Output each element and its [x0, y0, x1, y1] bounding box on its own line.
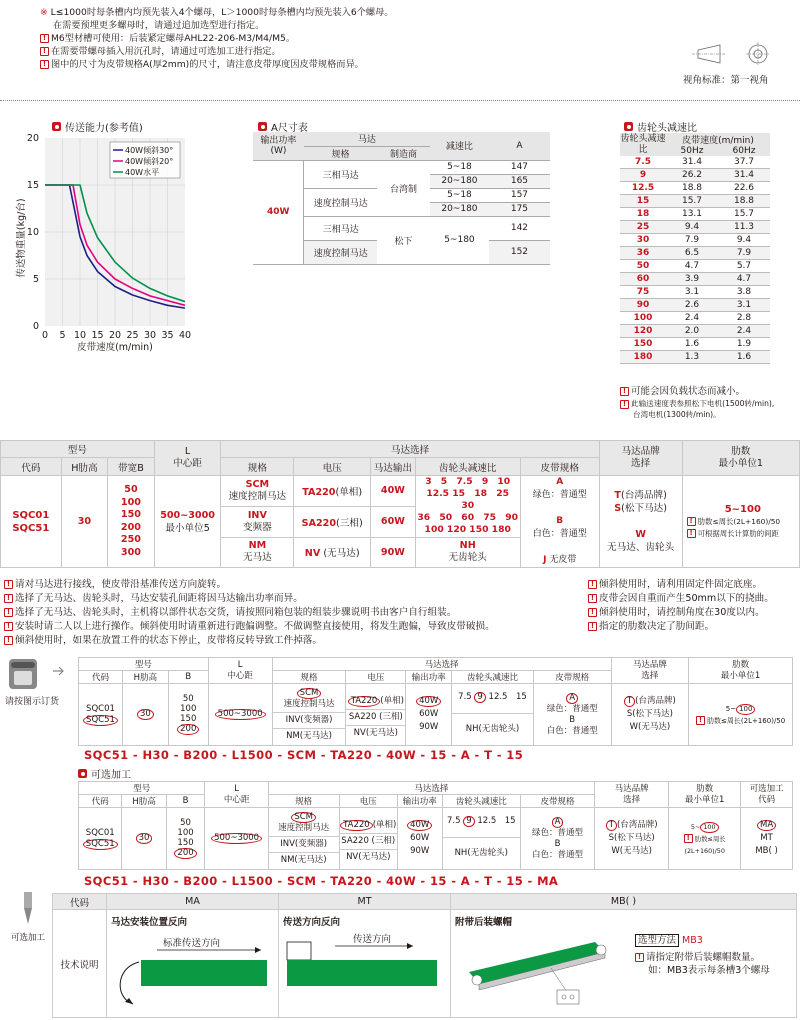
main-h-H: H肋高: [61, 458, 108, 476]
top-note-2: 在需要预埋更多螺母时，请通过追加选型进行指定。: [53, 20, 265, 31]
ma-diagram: [111, 928, 271, 1008]
s1-h-motor: 马达选择: [272, 658, 611, 671]
warning-icon: !: [588, 580, 597, 589]
x-tick-label: 25: [126, 330, 139, 341]
a-h-spec: 规格: [304, 146, 377, 160]
first-angle-projection-icon: [690, 40, 790, 70]
s1-spec: SCM 速度控制马达 INV(变频器) NM(无马达): [272, 684, 346, 746]
a-val-4: 175: [489, 202, 550, 216]
s2-h-B: B: [166, 795, 205, 808]
gear-ratio: 50: [620, 260, 666, 273]
section-icon: [258, 122, 267, 131]
main-h-brand: 马达品牌 选择: [599, 441, 682, 476]
gear-ratio: 12.5: [620, 182, 666, 195]
a-ratio-5: 5~180: [430, 216, 489, 264]
speed-50hz: 9.4: [666, 221, 718, 234]
s2-out: 40W 60W 90W: [397, 808, 442, 870]
main-gear-list: 3 5 7.5 9 10 12.5 15 18 25 30 36 50 60 75 90 100 120 150 180: [415, 476, 520, 538]
gear-note-1: ! 可能会因负载状态而减小。: [620, 383, 745, 397]
main-h-rib: 肋数 最小单位1: [682, 441, 799, 476]
chart-xlabel: 皮带速度(m/min): [77, 342, 153, 353]
speed-60hz: 31.4: [718, 169, 770, 182]
warnings-left-item: ! 选择了无马达、齿轮头时，马达安装孔间距将因马达输出功率而异。: [4, 592, 584, 606]
warnings-left-item: ! 选择了无马达、齿轮头时，主机将以部件状态交货，请按照同箱包装的组装步骤说明书由客户自行组装。: [4, 606, 584, 620]
s1-code: SQC01 SQC51: [79, 684, 123, 746]
legend-label: 40W倾斜20°: [125, 157, 174, 166]
warnings-right-item: ! 倾斜使用时，请控制角度在30度以内。: [588, 606, 800, 620]
gear-ratio: 18: [620, 208, 666, 221]
speed-60hz: 11.3: [718, 221, 770, 234]
x-tick-label: 0: [41, 330, 49, 341]
gear-ratio: 9: [620, 169, 666, 182]
s2-gear: 7.5 9 12.5 15 NH(无齿轮头): [442, 808, 520, 870]
x-tick-label: 10: [73, 330, 87, 341]
speed-60hz: 4.7: [718, 273, 770, 286]
gear-ratio: 75: [620, 286, 666, 299]
opt-h-mt: MT: [279, 894, 451, 910]
warnings-left-item: ! 安装时请二人以上进行操作。倾斜使用时请重新进行跑偏调整。不做调整直接使用，将发生跑偏，导致皮带破损。: [4, 620, 584, 634]
speed-50hz: 15.7: [666, 195, 718, 208]
gear-note-2: ! 此输送速度表参照松下电机(1500转/min), 台湾电机(1300转/min)。: [620, 398, 774, 420]
speed-60hz: 37.7: [718, 156, 770, 169]
speed-50hz: 2.4: [666, 312, 718, 325]
a-spec-1: 三相马达: [304, 160, 377, 188]
s1-rib: 5~ 100 ! 肋数≤周长(2L+160)/50: [689, 684, 793, 746]
a-spec-2: 速度控制马达: [304, 188, 377, 216]
speed-50hz: 13.1: [666, 208, 718, 221]
s1-h-code: 代码: [79, 671, 123, 684]
a-maker-tw: 台湾制: [377, 160, 430, 216]
a-h-power: 输出功率(W): [253, 132, 304, 160]
gear-ratio: 15: [620, 195, 666, 208]
warning-icon: !: [588, 594, 597, 603]
a-val-6: 152: [489, 240, 550, 264]
mt-title: 传送方向反向: [283, 917, 341, 928]
s2-h-belt: 皮带规格: [521, 795, 595, 808]
gear-row: [620, 351, 770, 364]
s1-h-H: H肋高: [122, 671, 168, 684]
s2-h-L: L 中心距: [205, 782, 268, 808]
a-spec-3: 三相马达: [304, 216, 377, 240]
s1-belt: A 绿色：普通型 B 白色：普通型: [533, 684, 611, 746]
speed-50hz: 1.6: [666, 338, 718, 351]
s2-spec: SCM 速度控制马达 INV(变频器) NM(无马达): [268, 808, 339, 870]
gear-ratio: 150: [620, 338, 666, 351]
opt-side: [4, 890, 52, 943]
legend-label: 40W倾斜30°: [125, 146, 174, 155]
main-rib: 5~100 ! 肋数≤周长(2L+160)/50 ! 可根据周长计算肋的间距: [682, 476, 799, 568]
speed-60hz: 9.4: [718, 234, 770, 247]
speed-60hz: 5.7: [718, 260, 770, 273]
s2-h-gear: 齿轮头减速比: [442, 795, 520, 808]
speed-50hz: 2.6: [666, 299, 718, 312]
speed-50hz: 7.9: [666, 234, 718, 247]
speed-60hz: 15.7: [718, 208, 770, 221]
a-power: 40W: [253, 160, 304, 264]
s1-B: 50 100 150 200: [168, 684, 208, 746]
s2-h-model: 型号: [79, 782, 205, 795]
y-tick-label: 5: [32, 274, 39, 285]
warning-icon: !: [588, 622, 597, 631]
speed-50hz: 3.9: [666, 273, 718, 286]
x-tick-label: 20: [108, 330, 122, 341]
gear-ratio: 30: [620, 234, 666, 247]
gear-table-title: 齿轮头减速比: [624, 119, 697, 134]
s2-belt: A 绿色：普通型 B 白色：普通型: [521, 808, 595, 870]
speed-50hz: 18.8: [666, 182, 718, 195]
s2-h-H: H肋高: [122, 795, 166, 808]
s1-h-L: L 中心距: [208, 658, 272, 684]
gear-row: [620, 312, 770, 325]
s2-brand: T (台湾品牌) S(松下马达) W(无马达): [595, 808, 669, 870]
s2-h-code: 代码: [79, 795, 122, 808]
s2-B: 50 100 150 200: [166, 808, 205, 870]
main-h-motor: 马达选择: [221, 441, 599, 458]
s1-L: 500~3000: [208, 684, 272, 746]
divider: [0, 100, 800, 101]
gear-ratio: 7.5: [620, 156, 666, 169]
speed-60hz: 22.6: [718, 182, 770, 195]
main-L: 500~3000 最小单位5: [154, 476, 221, 568]
top-note-4: ! 在需要带螺母插入用沉孔时，请通过可选加工进行指定。: [40, 45, 640, 58]
main-volt-2: SA220(三相): [294, 506, 371, 537]
gear-row: [620, 273, 770, 286]
opt-tech: 技术说明: [53, 910, 107, 1018]
order-label: 请按图示订货: [5, 697, 60, 707]
opt-title: 可选加工: [78, 766, 131, 781]
gear-h50: 50Hz: [680, 146, 704, 156]
order-table-1: [78, 657, 793, 746]
opt-side-label: 可选加工: [10, 933, 45, 943]
gear-ratio: 120: [620, 325, 666, 338]
option-detail-table: [52, 893, 797, 1018]
warnings-left-item: ! 请对马达进行接线，使皮带沿基准传送方向旋转。: [4, 578, 584, 592]
top-note-3: ! M6型材槽可使用：后装紧定螺母AHL22-206-M3/M4/M5。: [40, 32, 640, 45]
mb-note-2: 如：MB3表示每条槽3个螺母: [648, 965, 770, 976]
s1-gear: 7.5 9 12.5 15 NH(无齿轮头): [452, 684, 534, 746]
speed-60hz: 3.1: [718, 299, 770, 312]
s1-h-spec: 规格: [272, 671, 346, 684]
main-h-L: L 中心距: [154, 441, 221, 476]
s1-brand: T (台湾品牌) S(松下马达) W(无马达): [611, 684, 689, 746]
main-gear-nh: NH 无齿轮头: [415, 537, 520, 567]
s1-H: 30: [122, 684, 168, 746]
section-icon: [78, 769, 87, 778]
gear-row: [620, 156, 770, 169]
gear-row: [620, 247, 770, 260]
a-h-maker: 制造商: [377, 146, 430, 160]
warnings-right-item: ! 倾斜使用时，请利用固定件固定底座。: [588, 578, 800, 592]
s2-h-spec: 规格: [268, 795, 339, 808]
speed-50hz: 2.0: [666, 325, 718, 338]
main-out-1: 40W: [371, 476, 416, 507]
opt-mb-cell: [451, 910, 797, 1018]
x-tick-label: 35: [161, 330, 174, 341]
s2-H: 30: [122, 808, 166, 870]
a-ratio-2: 20~180: [430, 174, 489, 188]
speed-60hz: 2.4: [718, 325, 770, 338]
main-spec-2: INV 变频器: [221, 506, 294, 537]
top-note-5: ! 图中的尺寸为皮带规格A(厚2mm)的尺寸，请注意皮带厚度因皮带规格而异。: [40, 58, 640, 71]
warnings-left-item: ! 倾斜使用时，如果在放置工件的状态下停止，皮带将反转导致工件掉落。: [4, 634, 584, 648]
gear-h2: 皮带速度(m/min): [682, 136, 754, 146]
a-spec-4: 速度控制马达: [304, 240, 377, 264]
main-h-B: 带宽B: [108, 458, 155, 476]
s2-L: 500~3000: [205, 808, 268, 870]
a-ratio-4: 20~180: [430, 202, 489, 216]
s1-h-belt: 皮带规格: [533, 671, 611, 684]
s2-h-brand: 马达品牌 选择: [595, 782, 669, 808]
main-h-model: 型号: [1, 441, 155, 458]
a-h-ratio: 减速比: [430, 132, 489, 160]
x-tick-label: 40: [178, 330, 192, 341]
legend-label: 40W水平: [125, 168, 160, 177]
speed-60hz: 18.8: [718, 195, 770, 208]
a-h-motor: 马达: [304, 132, 430, 146]
warnings-right: [588, 578, 800, 634]
speed-60hz: 1.6: [718, 351, 770, 364]
a-table-title: A尺寸表: [258, 119, 308, 134]
s1-h-volt: 电压: [346, 671, 406, 684]
warning-icon: !: [696, 716, 705, 725]
top-notes: [40, 6, 640, 71]
gear-h60: 60Hz: [732, 146, 756, 156]
speed-60hz: 1.9: [718, 338, 770, 351]
mb-method: 选型方法: [635, 934, 679, 947]
drill-icon: [13, 890, 43, 928]
s1-out: 40W 60W 90W: [406, 684, 452, 746]
gear-ratio: 25: [620, 221, 666, 234]
mb-notes: [635, 932, 800, 977]
chart-ylabel: 传送物重量(kg/台): [16, 198, 27, 278]
gear-ratio: 90: [620, 299, 666, 312]
part-number-example-2: SQC51 - H30 - B200 - L1500 - SCM - TA220 - 40W - 15 - A - T - 15 - MA: [84, 874, 559, 888]
gear-row: [620, 299, 770, 312]
speed-60hz: 2.8: [718, 312, 770, 325]
s2-volt: TA220 (单相) SA220 (三相) NV(无马达): [339, 808, 397, 870]
speed-50hz: 4.7: [666, 260, 718, 273]
speed-60hz: 3.8: [718, 286, 770, 299]
warnings-right-item: ! 皮带会因自重而产生50mm以下的挠曲。: [588, 592, 800, 606]
gear-ratio: 60: [620, 273, 666, 286]
s1-h-B: B: [168, 671, 208, 684]
s2-opt: MA MT MB( ): [741, 808, 793, 870]
gear-row: [620, 169, 770, 182]
warning-icon: !: [4, 594, 13, 603]
warning-icon: !: [4, 636, 13, 645]
order-icon-box: [5, 657, 73, 705]
warning-icon: !: [620, 400, 629, 409]
gear-row: [620, 325, 770, 338]
gear-speed-table: [620, 133, 770, 364]
opt-mt-cell: [279, 910, 451, 1018]
y-tick-label: 0: [32, 321, 39, 332]
speed-50hz: 31.4: [666, 156, 718, 169]
s2-h-opt: 可选加工 代码: [741, 782, 793, 808]
speed-60hz: 7.9: [718, 247, 770, 260]
warning-icon: !: [588, 608, 597, 617]
s2-h-rib: 肋数 最小单位1: [669, 782, 741, 808]
gear-row: [620, 221, 770, 234]
a-val-2: 165: [489, 174, 550, 188]
a-h-a: A: [489, 132, 550, 160]
x-tick-label: 15: [91, 330, 104, 341]
mt-label: 传送方向: [353, 934, 392, 945]
main-h-volt: 电压: [294, 458, 371, 476]
main-h-belt: 皮带规格: [520, 458, 599, 476]
mt-diagram: [283, 928, 443, 1008]
mb-code: MB3: [682, 935, 703, 946]
gear-h1: 齿轮头减速比: [620, 133, 666, 155]
s2-h-volt: 电压: [339, 795, 397, 808]
main-brand: T(台湾品牌) S(松下马达) W 无马达、齿轮头: [599, 476, 682, 568]
gear-row: [620, 260, 770, 273]
main-B: 50 100 150 200 250 300: [108, 476, 155, 568]
gear-ratio: 100: [620, 312, 666, 325]
a-ratio-3: 5~18: [430, 188, 489, 202]
warning-icon: !: [620, 387, 629, 396]
warnings-left: [4, 578, 584, 648]
warning-icon: !: [684, 834, 693, 843]
s2-code: SQC01 SQC51: [79, 808, 122, 870]
speed-50hz: 6.5: [666, 247, 718, 260]
section-icon: [624, 122, 633, 131]
s2-h-out: 输出功率: [397, 795, 442, 808]
a-ratio-1: 5~18: [430, 160, 489, 174]
main-H: 30: [61, 476, 108, 568]
order-table-2: [78, 781, 793, 870]
opt-h-code: 代码: [53, 894, 107, 910]
part-number-example-1: SQC51 - H30 - B200 - L1500 - SCM - TA220 - 40W - 15 - A - T - 15: [84, 748, 524, 762]
s1-h-rib: 肋数 最小单位1: [689, 658, 793, 684]
ma-label: 标准传送方向: [163, 938, 221, 949]
warning-icon: !: [4, 608, 13, 617]
a-maker-pana: 松下: [377, 216, 430, 264]
warning-icon: !: [687, 517, 696, 526]
s1-h-model: 型号: [79, 658, 209, 671]
main-h-code: 代码: [1, 458, 62, 476]
gear-row: [620, 286, 770, 299]
main-belt: A 绿色：普通型 B 白色：普通型 J 无皮带: [520, 476, 599, 568]
y-tick-label: 15: [26, 180, 39, 191]
gear-row: [620, 195, 770, 208]
capacity-chart: [10, 130, 200, 355]
gear-row: [620, 234, 770, 247]
mb-note-1: 请指定附带后装螺帽数量。: [646, 952, 761, 963]
warning-icon: !: [4, 622, 13, 631]
speed-50hz: 3.1: [666, 286, 718, 299]
x-tick-label: 30: [143, 330, 157, 341]
view-label: 视角标准：第一视角: [683, 75, 769, 86]
gear-row: [620, 182, 770, 195]
s2-h-motor: 马达选择: [268, 782, 594, 795]
ma-title: 马达安装位置反向: [111, 917, 188, 928]
s1-h-brand: 马达品牌 选择: [611, 658, 689, 684]
a-val-5: 142: [489, 216, 550, 240]
warning-icon: !: [635, 953, 644, 962]
main-out-3: 90W: [371, 537, 416, 567]
main-h-gear: 齿轮头减速比: [415, 458, 520, 476]
s1-h-gear: 齿轮头减速比: [452, 671, 534, 684]
main-spec-1: SCM 速度控制马达: [221, 476, 294, 507]
warning-icon: !: [40, 60, 49, 69]
telephone-icon: [5, 657, 73, 691]
mb-diagram: [455, 928, 615, 1010]
y-tick-label: 20: [26, 133, 39, 144]
main-code: SQC01 SQC51: [1, 476, 62, 568]
y-tick-label: 10: [26, 227, 39, 238]
projection-symbol: [690, 40, 790, 70]
warning-icon: !: [687, 529, 696, 538]
main-volt-1: TA220(单相): [294, 476, 371, 507]
top-note-1: ※ L≤1000时每条槽内均预先装入4个螺母，L＞1000时每条槽内均预先装入6个螺母。: [40, 7, 394, 18]
main-h-out: 马达输出: [371, 458, 416, 476]
gear-ratio: 36: [620, 247, 666, 260]
main-h-spec: 规格: [221, 458, 294, 476]
speed-50hz: 26.2: [666, 169, 718, 182]
opt-h-mb: MB( ): [451, 894, 797, 910]
gear-row: [620, 208, 770, 221]
s1-h-out: 输出功率: [406, 671, 452, 684]
speed-50hz: 1.3: [666, 351, 718, 364]
a-val-1: 147: [489, 160, 550, 174]
chart-title: 传送能力(参考值): [52, 119, 143, 134]
warning-icon: !: [40, 47, 49, 56]
warning-icon: !: [40, 34, 49, 43]
mb-title: 附带后装螺帽: [455, 917, 513, 928]
s1-volt: TA220 (单相) SA220 (三相) NV(无马达): [346, 684, 406, 746]
a-val-3: 157: [489, 188, 550, 202]
opt-h-ma: MA: [107, 894, 279, 910]
warning-icon: !: [4, 580, 13, 589]
warnings-right-item: ! 指定的肋数决定了肋间距。: [588, 620, 800, 634]
main-spec-table: [0, 440, 800, 568]
gear-ratio: 180: [620, 351, 666, 364]
main-volt-3: NV (无马达): [294, 537, 371, 567]
main-spec-3: NM 无马达: [221, 537, 294, 567]
s2-rib: 5~ 100 ! 肋数≤周长(2L+160)/50: [669, 808, 741, 870]
x-tick-label: 5: [59, 330, 66, 341]
a-dimension-table: [253, 132, 550, 265]
gear-row: [620, 338, 770, 351]
main-out-2: 60W: [371, 506, 416, 537]
opt-ma-cell: [107, 910, 279, 1018]
